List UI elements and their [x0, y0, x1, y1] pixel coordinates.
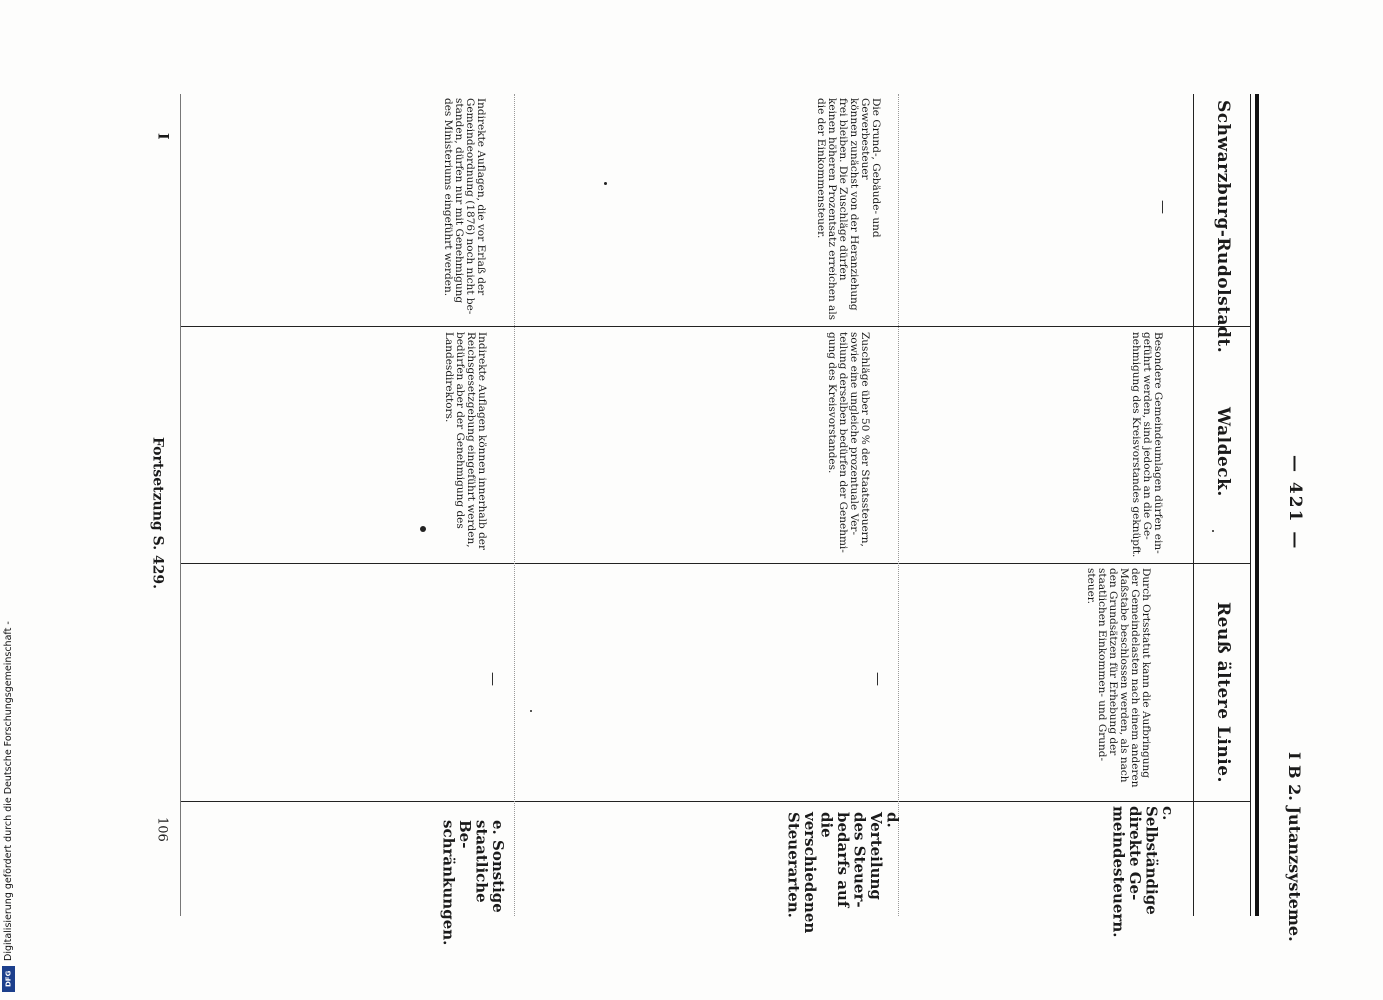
header-bottom-rule [1193, 94, 1194, 916]
scan-speck [1212, 530, 1214, 532]
cell-c-schwarzburg: — [1154, 200, 1171, 214]
cell-d-schwarzburg: Die Grund-, Gebäude- und Gewerbesteuer können zunächst von der Heranziehung frei bleiben. Die Zuschläge dürfen keinen höheren Prozentsatz erreichen als die der Einkommensteuer. [815, 98, 883, 321]
table-top-rule [1255, 94, 1259, 916]
column-separator-3 [180, 801, 1250, 802]
page-number: — 421 — [1284, 455, 1305, 551]
table-bottom-rule [180, 94, 181, 916]
table-top-rule-inner [1250, 94, 1251, 916]
column-header-waldeck: Waldeck. [1212, 407, 1233, 497]
cell-d-waldeck: Zuschläge über 50 % der Staatssteuern, sowie eine ungleiche prozentuale Ver- teilung derselben bedürfen der Genehmi- gung des Kreisvorstandes. [826, 332, 872, 553]
scan-speck [530, 710, 532, 712]
row-separator-c-d [898, 94, 899, 916]
column-header-schwarzburg: Schwarzburg-Rudolstadt. [1212, 100, 1233, 354]
cell-e-waldeck: Indirekte Auflagen können innerhalb der Reichsgesetzgebung eingeführt werden, bedürfen aber der Genehmigung des Landesdirektors. [443, 332, 489, 551]
column-separator-2 [180, 563, 1250, 564]
column-header-reuss: Reuß ältere Linie. [1212, 602, 1233, 783]
column-separator-1 [180, 326, 1250, 327]
cell-c-reuss: Durch Ortsstatut kann die Aufbringung der Gemeindelasten nach einem anderen Maßstabe beschlossen werden, als nach den Grundsätzen für Erhebung der staatlichen Einkommen- und Grund- steuer. [1085, 568, 1153, 788]
cell-e-reuss: — [484, 672, 501, 686]
section-heading: I B 2. Jutanzsysteme. [1284, 752, 1304, 942]
cell-d-reuss: — [869, 672, 886, 686]
cell-c-waldeck: Besondere Gemeindeumlagen dürfen ein- geführt werden, sind jedoch an die Ge- nehmigung des Kreisvorstandes geknüpft. [1130, 332, 1165, 558]
scan-speck [420, 526, 426, 532]
scan-speck [604, 182, 607, 185]
signature-mark: I [154, 133, 171, 140]
row-label-c: c. Selbständige direkte Ge- meindesteuern. [1109, 806, 1177, 938]
cell-e-schwarzburg: Indirekte Auflagen, die vor Erlaß der Gemeindeordnung (1876) noch nicht be- standen, dürfen nur mit Genehmigung des Ministeriums eingeführt werden. [442, 98, 488, 315]
folio-number: 106 [154, 817, 170, 842]
funding-note: Digitalisierung gefördert durch die Deutsche Forschungsgemeinschaft - [3, 621, 14, 961]
dfg-logo: DFG [2, 966, 15, 992]
row-label-e: e. Sonstige staatliche Be- schränkungen. [439, 820, 507, 946]
row-separator-d-e [514, 94, 515, 916]
continuation-note: Fortsetzung S. 429. [149, 437, 166, 590]
row-label-d: d. Verteilung des Steuer- bedarfs auf die verschiedenen Steuerarten. [784, 812, 902, 934]
